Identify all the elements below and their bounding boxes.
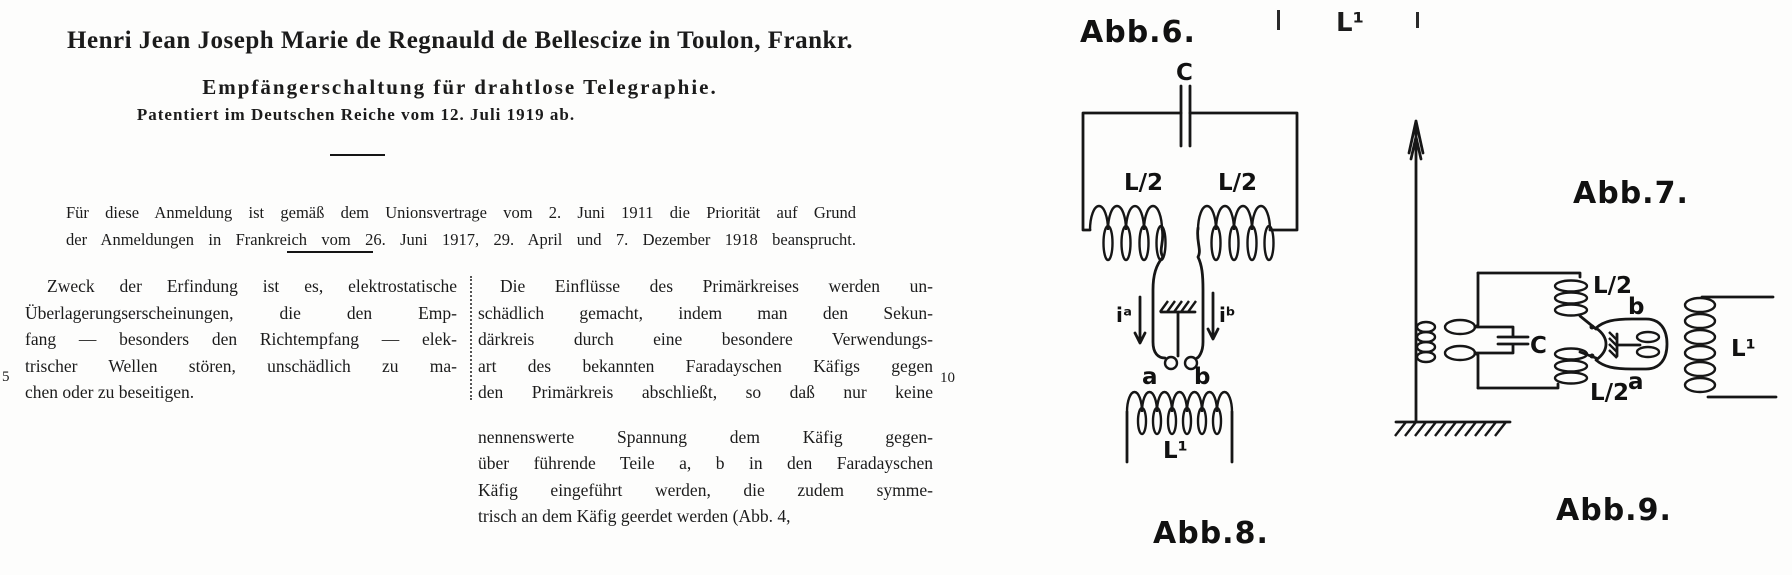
secondary-coil-fig8 [1127, 392, 1232, 464]
current-left-label: iᵃ [1116, 303, 1133, 327]
faraday-cage-tube [1596, 319, 1667, 369]
fig8-coil-label: L¹ [1163, 438, 1188, 464]
figure-8-caption: Abb.8. [1153, 516, 1269, 551]
secondary-coil-label: L¹ [1731, 336, 1756, 362]
patent-title: Henri Jean Joseph Marie de Regnauld de Bellescize in Toulon, Frankr. [67, 26, 853, 54]
body-line: schädlich gemacht, indem man den Sekun- [478, 302, 933, 323]
body-line: chen oder zu beseitigen. [25, 382, 195, 402]
terminal-a-label: a [1628, 369, 1644, 395]
stray-tick-mark [1416, 12, 1419, 28]
coil-top-label: L/2 [1593, 273, 1633, 299]
line-number-5: 5 [2, 369, 10, 385]
inner-coil-turn [1637, 347, 1659, 357]
stray-coil-label: L¹ [1336, 8, 1364, 38]
body-line: därkreis durch eine besondere Verwendungs- [478, 329, 933, 349]
figure-6-and-8 [1060, 0, 1350, 575]
body-line: trischer Wellen stören, unschädlich zu ma- [25, 355, 457, 376]
body-line: über führende Teile a, b in den Faradayschen [478, 453, 933, 473]
coil-right-label: L/2 [1218, 170, 1258, 196]
body-line: Überlagerungserscheinungen, die den Emp- [25, 302, 457, 323]
inner-coil-turn [1637, 332, 1659, 342]
divider-top [330, 154, 385, 156]
figure-6-caption: Abb.6. [1080, 15, 1196, 50]
body-line: art des bekannten Faradayschen Käfigs gegen [478, 355, 933, 376]
body-line: trisch an dem Käfig geerdet werden (Abb. 4, [478, 506, 791, 526]
terminal-b-label: b [1628, 294, 1645, 320]
terminal-loop-a [1165, 357, 1177, 369]
column-separator [470, 276, 472, 400]
body-line: Zweck der Erfindung ist es, elektrostatische [47, 276, 457, 296]
coupling-loops [1445, 273, 1478, 388]
capacitor-symbol [1176, 60, 1193, 146]
terminal-b-label: b [1194, 364, 1211, 390]
line-number-10: 10 [940, 370, 955, 386]
coil-bottom-half [1478, 349, 1629, 407]
terminal-a-label: a [1142, 364, 1158, 390]
ground-shield-symbol [1160, 301, 1196, 356]
figure-9-caption: Abb.9. [1556, 493, 1672, 528]
faraday-cage-tube [1153, 228, 1203, 369]
body-line: den Primärkreis abschließt, so daß nur keine [478, 382, 933, 402]
priority-line: Für diese Anmeldung ist gemäß dem Unionsvertrage vom 2. Juni 1911 die Priorität auf Grund [66, 202, 856, 222]
current-right-label: iᵇ [1219, 303, 1236, 327]
earth-ground-symbol [1395, 422, 1510, 436]
coil-bottom-label: L/2 [1590, 380, 1630, 406]
priority-line: der Anmeldungen in Frankreich vom 26. Juni 1917, 29. April und 7. Dezember 1918 beansprucht. [66, 229, 856, 249]
body-paragraph [478, 424, 933, 530]
current-arrow-left [1116, 297, 1145, 343]
capacitor-label: C [1530, 333, 1547, 359]
divider-bottom [287, 251, 373, 253]
body-line: nennenswerte Spannung dem Käfig gegen- [478, 426, 933, 447]
patent-date-line: Patentiert im Deutschen Reiche vom 12. Juli 1919 ab. [136, 105, 576, 124]
ground-shield-symbol [1609, 332, 1640, 358]
current-arrow-right [1208, 293, 1235, 339]
antenna [1409, 121, 1435, 422]
figure-7-and-9 [1390, 90, 1792, 575]
secondary-coil [1685, 297, 1776, 397]
text-column-right [478, 273, 933, 530]
coil-right-half [1198, 170, 1274, 260]
body-line: Die Einflüsse des Primärkreises werden un- [500, 276, 933, 296]
body-line: Käfig eingeführt werden, die zudem symme- [478, 479, 933, 500]
priority-note [66, 199, 856, 253]
capacitor-label: C [1176, 60, 1193, 86]
figure-7-caption: Abb.7. [1573, 176, 1689, 211]
text-column-left [25, 273, 457, 406]
coil-left-half [1090, 170, 1166, 260]
patent-subtitle: Empfängerschaltung für drahtlose Telegraphie. [202, 75, 718, 100]
capacitor-symbol [1475, 327, 1547, 359]
body-line: fang — besonders den Richtempfang — elek- [25, 329, 457, 349]
coil-left-label: L/2 [1124, 170, 1164, 196]
